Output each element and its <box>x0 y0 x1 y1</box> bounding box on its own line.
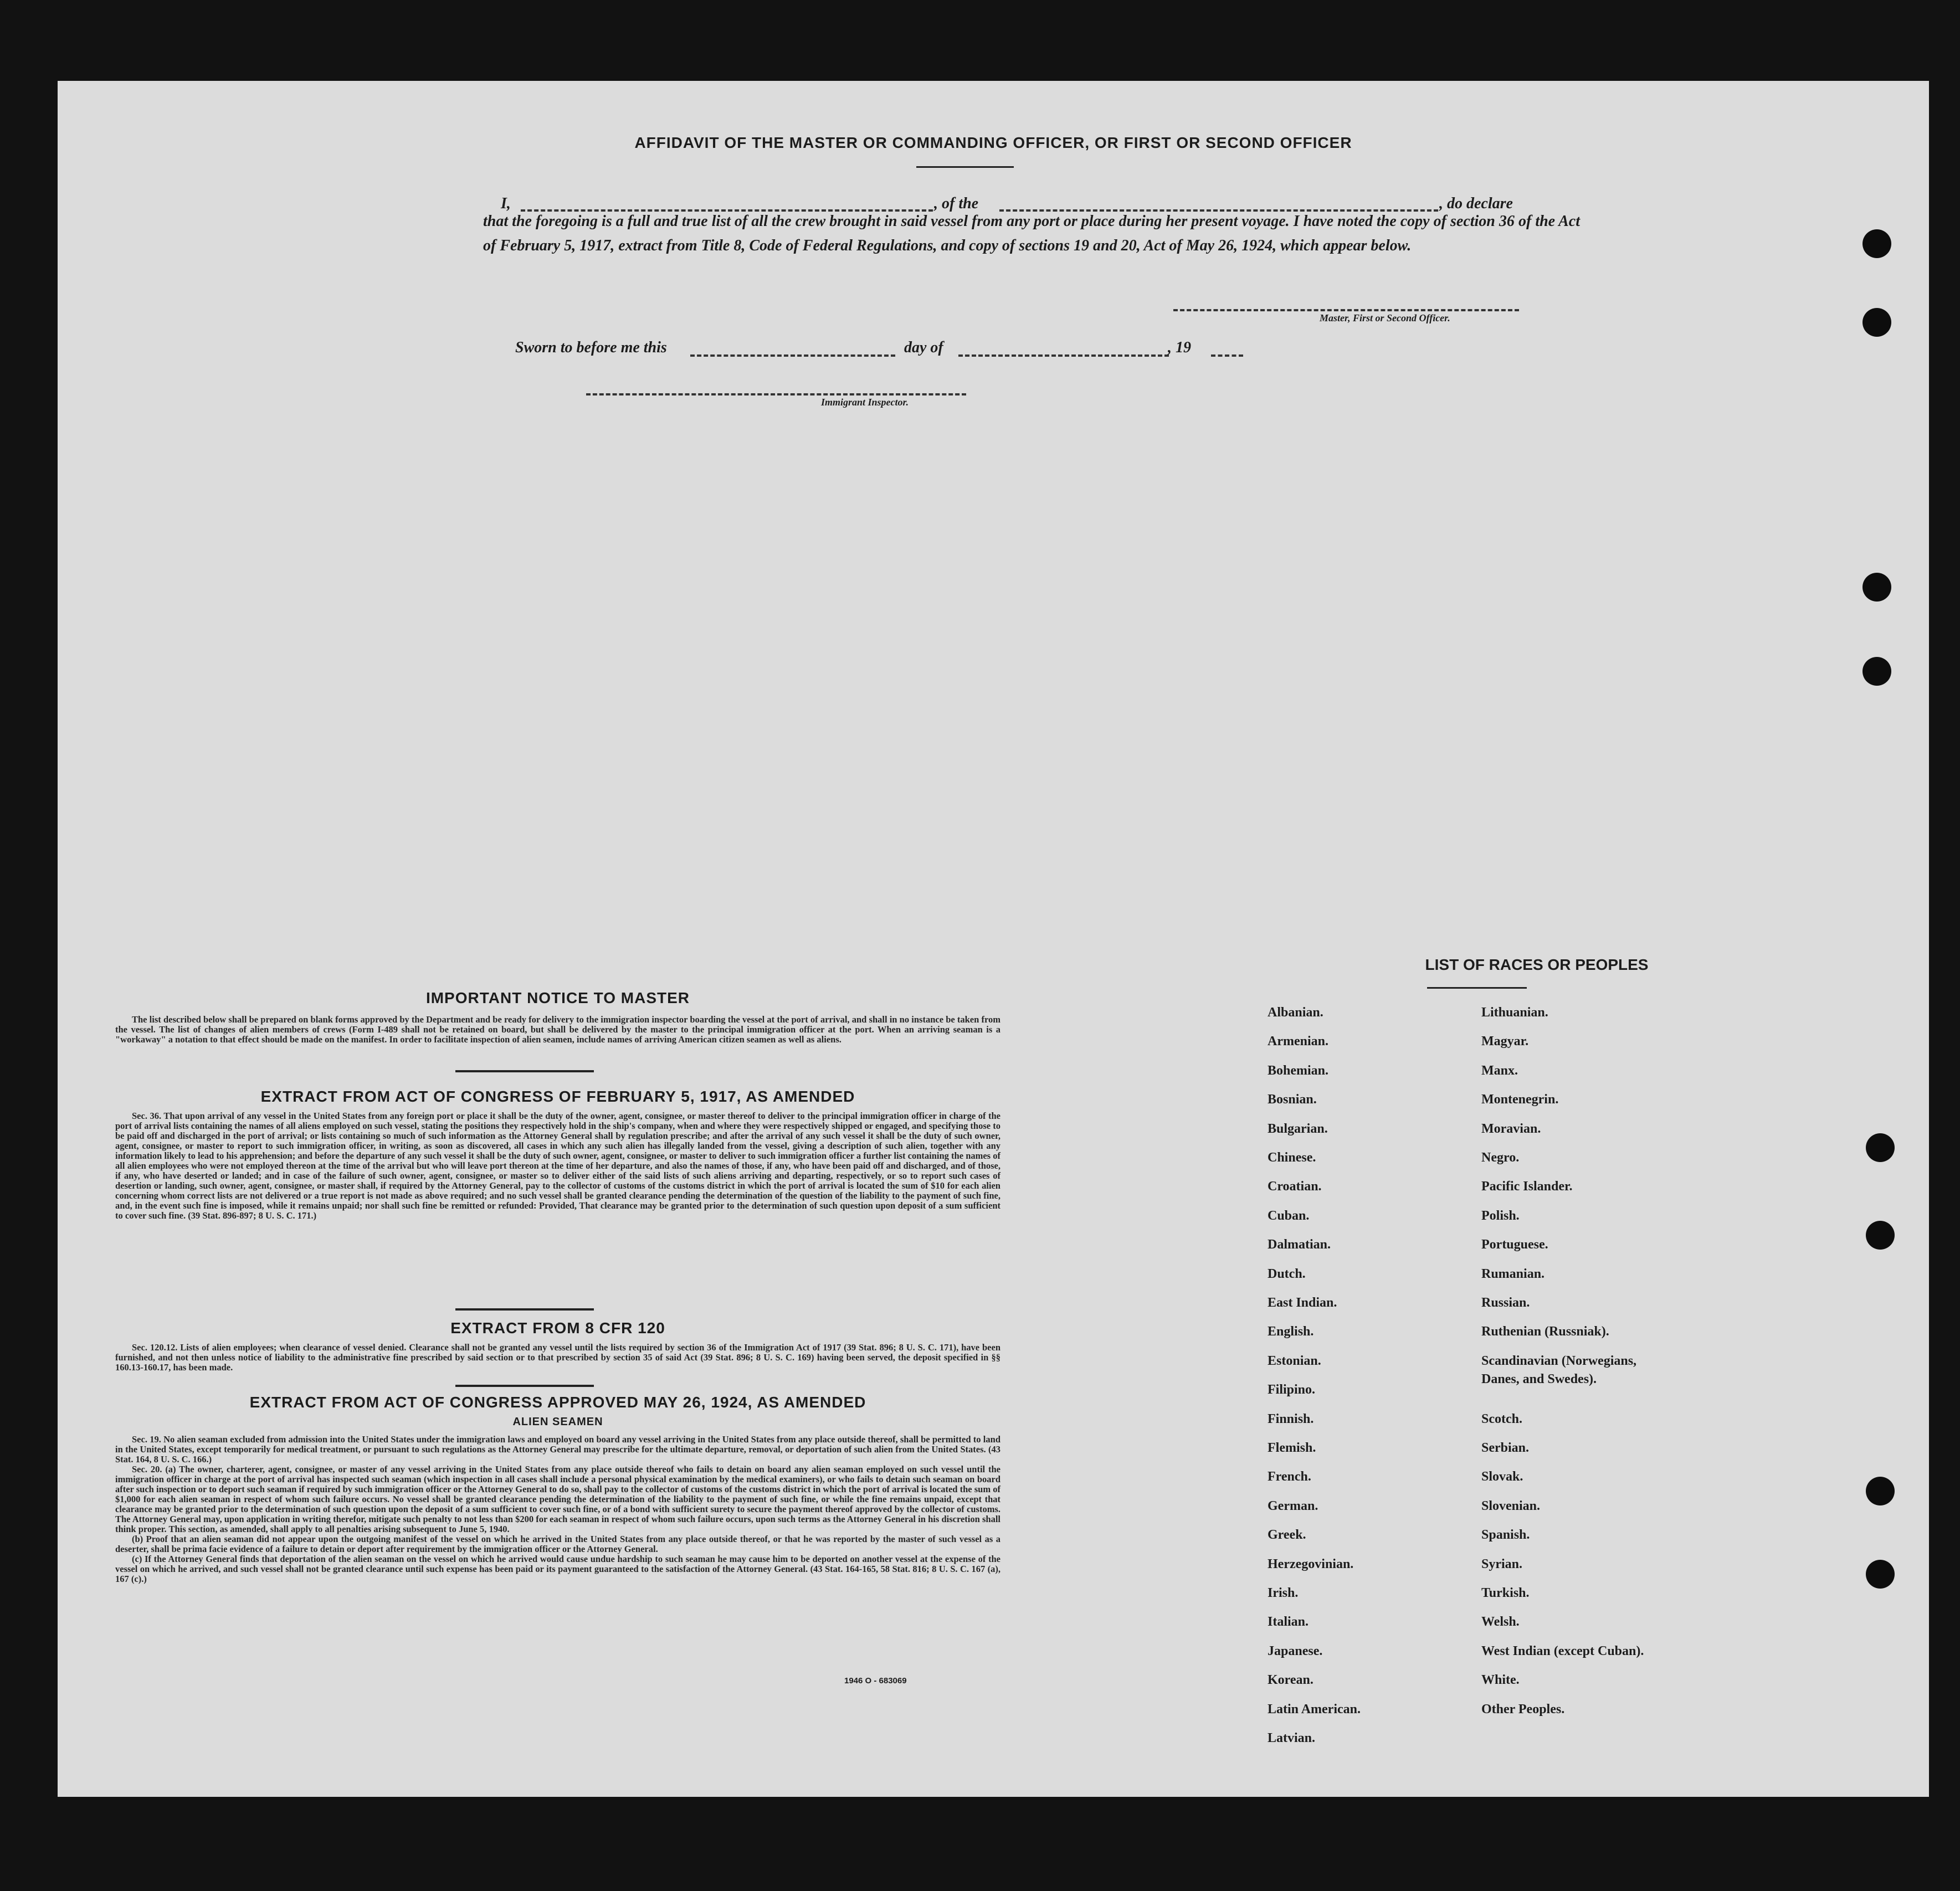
sworn-text: Sworn to before me this <box>515 339 667 356</box>
section-36-text: Sec. 36. That upon arrival of any vessel in the United States from any foreign port or place it shall be the duty of the owner, agent, consignee, or master thereof to deliver to the principal immigration officer in charge of the port of arrival lists containing the names of all aliens employed on such vessel, stating the positions they respectively hold in the ship's company, when and where they were respectively shipped or engaged, and specifying those to be paid off and discharged in the port of arrival; or lists containing so much of such information as the Attorney General shall by regulation prescribe; and after the arrival of any such vessel it shall be the duty of such owner, agent, consignee, or master to report to such immigration officer, in writing, as soon as discovered, all cases in which any such alien has illegally landed from the vessel, giving a description of such alien, together with any information likely to lead to his apprehension; and before the departure of any such vessel it shall be the duty of such owner, agent, consignee, or master to deliver to such immigration officer a further list containing the names of all alien employees who were not employed thereon at the time of the arrival but who will leave port thereon at the time of her departure, and also the names of those, if any, who have been paid off and discharged, and of those, if any, who have deserted or landed; and in case of the failure of such owner, agent, consignee, or master so to deliver either of the said lists of such aliens arriving and departing, respectively, or so to report such cases of desertion or landing, such owner, agent, consignee, or master shall, if required by the Attorney General, pay to the collector of customs of the customs district in which the port of arrival is located the sum of $10 for each alien concerning whom correct lists are not delivered or a true report is not made as above required; and no such vessel shall be granted clearance pending the determination of the question of the liability to the payment of such fine, and, in the event such fine is imposed, while it remains unpaid; nor shall such fine be remitted or refunded: Provided, That clearance may be granted prior to the determination of such question upon deposit of a sum sufficient to cover such fine. (39 Stat. 896-897; 8 U. S. C. 171.) <box>115 1111 1000 1221</box>
punch-hole <box>1866 1133 1895 1162</box>
section-divider <box>455 1070 594 1072</box>
race-item: Scandinavian (Norwegians, <box>1481 1354 1637 1368</box>
extract-1917-body <box>115 1111 1000 1221</box>
master-signature-line[interactable] <box>1173 309 1519 311</box>
document-page <box>58 81 1929 1797</box>
race-item: Lithuanian. <box>1481 1005 1548 1020</box>
race-item: Estonian. <box>1268 1354 1321 1368</box>
race-item: Slovenian. <box>1481 1499 1541 1513</box>
section-20b-text: (b) Proof that an alien seaman did not appear upon the outgoing manifest of the vessel on which he arrived in the United States from any place outside thereof, or that he was reported by the master of such vessel as a deserter, shall be prima facie evidence of a failure to detain or deport after requirement by the immigration officer or the Attorney General. <box>115 1534 1000 1554</box>
race-item: Flemish. <box>1268 1441 1316 1455</box>
race-item: Filipino. <box>1268 1383 1316 1397</box>
races-title: LIST OF RACES OR PEOPLES <box>1425 956 1649 973</box>
do-declare-text: , do declare <box>1439 195 1513 212</box>
race-item: English. <box>1268 1324 1314 1339</box>
race-item: Dutch. <box>1268 1267 1306 1281</box>
race-item: Latvian. <box>1268 1731 1316 1745</box>
race-item: Serbian. <box>1481 1441 1530 1455</box>
inspector-signature-line[interactable] <box>586 393 966 395</box>
race-item: Croatian. <box>1268 1179 1322 1194</box>
race-item: French. <box>1268 1469 1311 1484</box>
notice-body <box>115 1015 1000 1045</box>
race-item: White. <box>1481 1673 1520 1687</box>
race-item: Syrian. <box>1481 1557 1523 1571</box>
race-item: German. <box>1268 1499 1318 1513</box>
master-signature-label: Master, First or Second Officer. <box>1320 312 1450 323</box>
inspector-signature-label: Immigrant Inspector. <box>821 397 909 408</box>
race-item: Bosnian. <box>1268 1092 1317 1107</box>
extract-8cfr-title: EXTRACT FROM 8 CFR 120 <box>450 1319 665 1337</box>
punch-hole <box>1866 1477 1895 1505</box>
print-code: 1946 O - 683069 <box>844 1676 907 1686</box>
section-120-12-text: Sec. 120.12. Lists of alien employees; when clearance of vessel denied. Clearance shall not be granted any vessel until the lists required by section 36 of the Immigration Act of 1917 (39 Stat. 896; 8 U. S. C. 171), have been furnished, and not then unless notice of liability to the administrative fine prescribed by said section or to that prescribed by section 35 of said Act (39 Stat. 896; 8 U. S. C. 169) having been served, the deposit specified in §§ 160.13-160.17, has been made. <box>115 1342 1000 1373</box>
race-item: Slovak. <box>1481 1469 1523 1484</box>
sworn-month-field[interactable] <box>958 354 1169 357</box>
race-item: Pacific Islander. <box>1481 1179 1573 1194</box>
declarant-prefix: I, <box>501 195 511 212</box>
day-of-text: day of <box>904 339 943 356</box>
section-19-text: Sec. 19. No alien seaman excluded from admission into the United States under the immigration laws and employed on board any vessel arriving in the United States from any place outside thereof, shall be permitted to land in the United States, except temporarily for medical treatment, or pursuant to such regulations as the Attorney General may prescribe for the ultimate departure, removal, or deportation of such alien from the United States. (43 Stat. 164, 8 U. S. C. 166.) <box>115 1434 1000 1465</box>
affidavit-title: AFFIDAVIT OF THE MASTER OR COMMANDING OFFICER, OR FIRST OR SECOND OFFICER <box>634 134 1352 151</box>
race-item: Spanish. <box>1481 1528 1530 1542</box>
alien-seamen-subtitle: ALIEN SEAMEN <box>512 1416 603 1428</box>
race-item: East Indian. <box>1268 1296 1337 1310</box>
section-divider <box>455 1308 594 1311</box>
race-item: Ruthenian (Russniak). <box>1481 1324 1609 1339</box>
race-item: Korean. <box>1268 1673 1313 1687</box>
race-item: Manx. <box>1481 1063 1518 1078</box>
notice-paragraph: The list described below shall be prepared on blank forms approved by the Department and be ready for delivery to the immigration inspector boarding the vessel at the port of arrival, and shall in no instance be taken from the vessel. The list of changes of alien members of crews (Form I-489 shall not be retained on board, but shall be delivered by the master to the principal immigration officer at the port. When an arriving seaman is a "workaway" a notation to that effect should be made on the manifest. In order to facilitate inspection of alien seamen, include names of arriving American citizen seamen as well as aliens. <box>115 1014 1000 1045</box>
race-item: Rumanian. <box>1481 1267 1545 1281</box>
race-item: Bohemian. <box>1268 1063 1329 1078</box>
race-item: Dalmatian. <box>1268 1237 1331 1252</box>
sworn-day-field[interactable] <box>690 354 895 357</box>
punch-hole <box>1866 1221 1895 1250</box>
race-item: Polish. <box>1481 1209 1520 1223</box>
race-item: Irish. <box>1268 1586 1299 1600</box>
race-item: Magyar. <box>1481 1034 1529 1049</box>
affidavit-statement: that the foregoing is a full and true list of all the crew brought in said vessel from any port or place during her present voyage. I have noted the copy of section 36 of the Act of February 5, 1917, extract from Title 8, Code of Federal Regulations, and copy of sections 19 and 20, Act of May 26, 1924, which appear below. <box>483 213 1580 254</box>
race-item: Chinese. <box>1268 1150 1316 1165</box>
race-item: Turkish. <box>1481 1586 1530 1600</box>
race-item: Other Peoples. <box>1481 1702 1565 1717</box>
section-divider <box>455 1385 594 1387</box>
extract-1924-body <box>115 1435 1000 1584</box>
extract-1924-title: EXTRACT FROM ACT OF CONGRESS APPROVED MAY 26, 1924, AS AMENDED <box>249 1394 866 1411</box>
race-item: Moravian. <box>1481 1122 1541 1136</box>
race-item: Herzegovinian. <box>1268 1557 1354 1571</box>
race-item: Albanian. <box>1268 1005 1323 1020</box>
race-item: Latin American. <box>1268 1702 1361 1717</box>
notice-title: IMPORTANT NOTICE TO MASTER <box>425 989 690 1006</box>
section-20c-text: (c) If the Attorney General finds that deportation of the alien seaman on the vessel on which he arrived would cause undue hardship to such seaman he may cause him to be deported on another vessel at the expense of the vessel on which he arrived, and such vessel shall not be granted clearance until such expense has been paid or its payment guaranteed to the satisfaction of the Attorney General. (43 Stat. 164-165, 58 Stat. 816; 8 U. S. C. 167 (a), 167 (c).) <box>115 1554 1000 1584</box>
race-item: Armenian. <box>1268 1034 1328 1049</box>
race-item: Portuguese. <box>1481 1237 1548 1252</box>
of-the-text: , of the <box>934 195 979 212</box>
race-item: Negro. <box>1481 1150 1520 1165</box>
race-item: Scotch. <box>1481 1412 1522 1426</box>
sworn-year-field[interactable] <box>1211 354 1243 357</box>
section-20a-text: Sec. 20. (a) The owner, charterer, agent, consignee, or master of any vessel arriving in the United States from any place outside thereof who fails to detain on board any alien seaman employed on such vessel until the immigration officer in charge at the port of arrival has inspected such seaman (which inspection in all cases shall include a personal physical examination by the medical examiners), or who fails to detain such seaman on board after such inspection or to deport such seaman if required by such immigration officer or the Attorney General to do so, shall pay to the collector of customs of the customs district in which the port of arrival is located the sum of $1,000 for each alien seaman in respect of whom such failure occurs. No vessel shall be granted clearance pending the determination of the liability to the payment of such fine, or while the fine remains unpaid, except that clearance may be granted prior to the determination of such question upon the deposit of a sum sufficient to cover such fine, or of a bond with sufficient surety to secure the payment thereof approved by the collector of customs. The Attorney General may, upon application in writing therefor, mitigate such penalty to not less than $200 for each seaman in respect of whom such failure occurs, upon such terms as the Attorney General in his discretion shall think proper. This section, as amended, shall apply to all penalties arising subsequent to June 5, 1940. <box>115 1464 1000 1534</box>
punch-hole <box>1862 229 1891 258</box>
race-item: Russian. <box>1481 1296 1530 1310</box>
race-item: Japanese. <box>1268 1644 1323 1658</box>
punch-hole <box>1862 308 1891 337</box>
year-prefix: , 19 <box>1168 339 1191 356</box>
extract-1917-title: EXTRACT FROM ACT OF CONGRESS OF FEBRUARY 5, 1917, AS AMENDED <box>260 1088 855 1105</box>
race-item: West Indian (except Cuban). <box>1481 1644 1644 1658</box>
extract-8cfr-body <box>115 1343 1000 1373</box>
punch-hole <box>1866 1560 1895 1589</box>
race-item: Finnish. <box>1268 1412 1314 1426</box>
race-item: Bulgarian. <box>1268 1122 1328 1136</box>
punch-hole <box>1862 657 1891 686</box>
race-item: Welsh. <box>1481 1615 1520 1629</box>
title-divider <box>916 166 1014 168</box>
races-title-divider <box>1427 987 1527 989</box>
punch-hole <box>1862 573 1891 602</box>
race-item: Cuban. <box>1268 1209 1310 1223</box>
race-item-continuation: Danes, and Swedes). <box>1481 1372 1597 1386</box>
race-item: Greek. <box>1268 1528 1306 1542</box>
race-item: Montenegrin. <box>1481 1092 1559 1107</box>
race-item: Italian. <box>1268 1615 1309 1629</box>
